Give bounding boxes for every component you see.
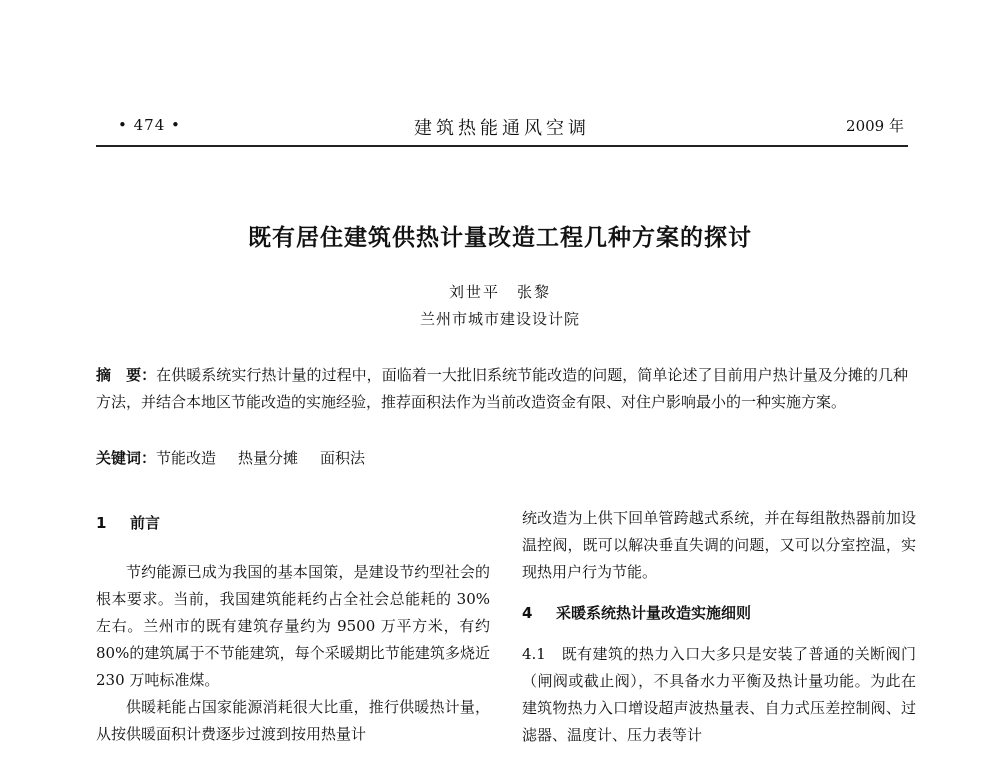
keyword-item: 面积法 <box>320 449 366 467</box>
body-paragraph: 4.1 既有建筑的热力入口大多只是安装了普通的关断阀门（闸阀或截止阀），不具备水力平衡及热计量功能。为此在建筑物热力入口增设超声波热量表、自力式压差控制阀、过滤器、温度计、压力表等计 <box>522 645 916 744</box>
section-number: 4 <box>522 604 533 622</box>
body-paragraph: 节约能源已成为我国的基本国策，是建设节约型社会的根本要求。当前，我国建筑能耗约占全社会总能耗的 30%左右。兰州市的既有建筑存量约为 9500 万平方米，有约 80%的建筑属于不节能建筑，每个采暖期比节能建筑多烧近 230 万吨标准煤。 <box>96 563 490 689</box>
journal-name: 建筑热能通风空调 <box>414 118 590 139</box>
keywords-label: 关键词： <box>96 449 157 467</box>
keyword-item: 节能改造 <box>156 449 217 467</box>
abstract-text: 在供暖系统实行热计量的过程中，面临着一大批旧系统节能改造的问题，简单论述了目前用户热计量及分摊的几种方法，并结合本地区节能改造的实施经验，推荐面积法作为当前改造资金有限、对住户影响最小的一种实施方案。 <box>96 366 908 411</box>
running-header <box>96 112 908 142</box>
section-heading-4 <box>522 600 916 627</box>
right-column <box>522 505 916 749</box>
publication-year: 2009 年 <box>846 117 904 135</box>
keyword-item: 热量分摊 <box>238 449 299 467</box>
keywords <box>96 445 908 472</box>
section-title: 前言 <box>130 514 161 532</box>
abstract-label: 摘 要： <box>96 366 157 384</box>
body-paragraph: 统改造为上供下回单管跨越式系统，并在每组散热器前加设温控阀，既可以解决垂直失调的问题，又可以分室控温，实现热用户行为节能。 <box>522 509 916 581</box>
article-title: 既有居住建筑供热计量改造工程几种方案的探讨 <box>248 225 752 251</box>
left-column <box>96 510 490 748</box>
abstract <box>96 362 908 416</box>
page-number: • 474 • <box>118 116 181 134</box>
section-title: 采暖系统热计量改造实施细则 <box>556 604 752 622</box>
author-affiliation: 兰州市城市建设设计院 <box>419 310 580 328</box>
header-rule <box>96 145 908 147</box>
article-authors: 刘世平 张黎 <box>448 283 551 301</box>
body-paragraph: 供暖耗能占国家能源消耗很大比重，推行供暖热计量，从按供暖面积计费逐步过渡到按用热量计 <box>96 698 490 743</box>
section-number: 1 <box>96 514 107 532</box>
section-heading-1 <box>96 510 490 537</box>
